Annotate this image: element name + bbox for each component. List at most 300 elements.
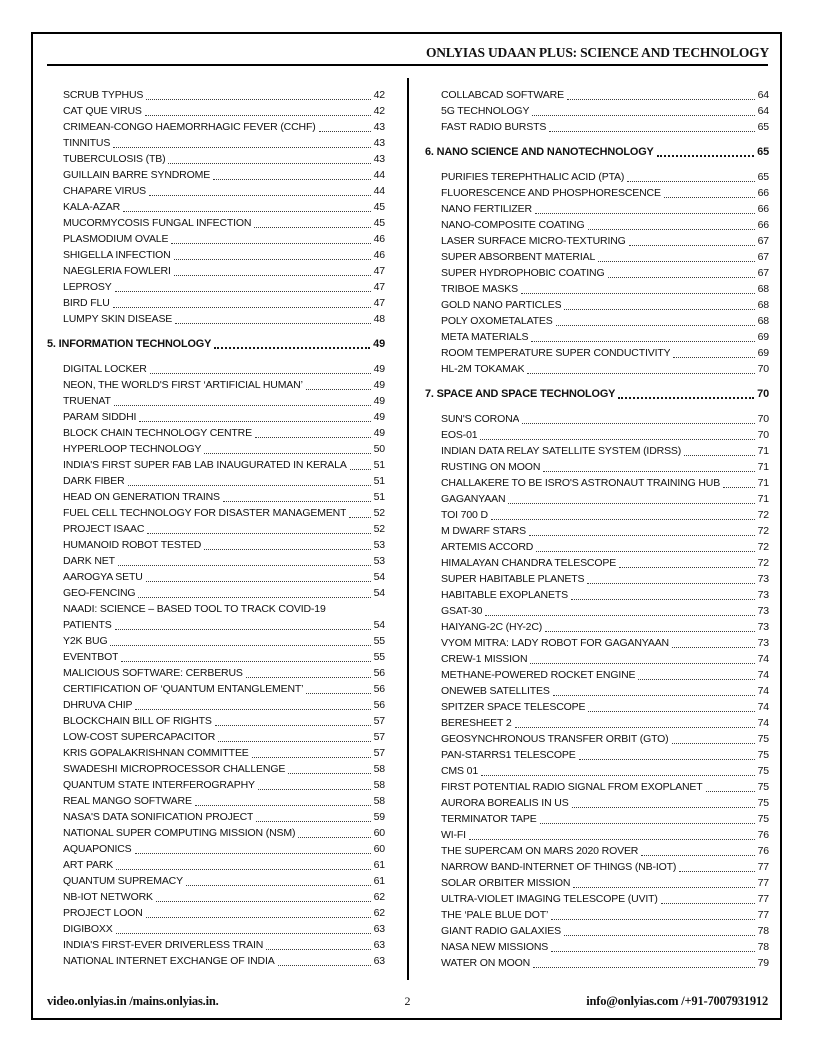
toc-entry — [425, 955, 769, 971]
toc-entry-title: GIANT RADIO GALAXIES — [441, 925, 561, 937]
toc-entry — [47, 505, 385, 521]
toc-entry-title: INDIAN DATA RELAY SATELLITE SYSTEM (IDRSS) — [441, 445, 682, 457]
toc-page-number: 72 — [757, 509, 769, 521]
toc-entry-title: INDIA'S FIRST SUPER FAB LAB INAUGURATED IN KERALA — [63, 459, 347, 471]
toc-entry-title: CAT QUE VIRUS — [63, 105, 142, 117]
toc-entry — [425, 715, 769, 731]
dot-leader — [214, 347, 370, 349]
toc-entry-title: Y2K BUG — [63, 635, 108, 647]
toc-entry — [425, 587, 769, 603]
dot-leader — [530, 663, 754, 664]
header-title: ONLYIAS UDAAN PLUS: SCIENCE AND TECHNOLOGY — [425, 45, 769, 60]
toc-entry-title: CHAPARE VIRUS — [63, 185, 147, 197]
dot-leader — [213, 179, 371, 180]
dot-leader — [598, 261, 754, 262]
dot-leader — [255, 437, 371, 438]
toc-entry-title: FLUORESCENCE AND PHOSPHORESCENCE — [441, 187, 661, 199]
toc-page-number: 64 — [757, 105, 769, 117]
dot-leader — [481, 775, 755, 776]
dot-leader — [288, 773, 370, 774]
toc-page-number: 74 — [757, 701, 769, 713]
toc-entry-title: 5. INFORMATION TECHNOLOGY — [47, 338, 212, 350]
toc-entry — [425, 411, 769, 427]
dot-leader — [118, 565, 371, 566]
header-rule — [47, 64, 768, 66]
toc-entry — [425, 763, 769, 779]
dot-leader — [223, 501, 371, 502]
toc-entry — [47, 151, 385, 167]
toc-entry-title: PROJECT LOON — [63, 907, 143, 919]
toc-entry-title: DHRUVA CHIP — [63, 699, 133, 711]
toc-page-number: 63 — [373, 955, 385, 967]
toc-entry-title: CMS 01 — [441, 765, 479, 777]
toc-entry-title: LASER SURFACE MICRO-TEXTURING — [441, 235, 626, 247]
toc-entry-title: SUPER ABSORBENT MATERIAL — [441, 251, 596, 263]
dot-leader — [664, 197, 755, 198]
toc-entry-title: HUMANOID ROBOT TESTED — [63, 539, 202, 551]
toc-page-number: 71 — [757, 445, 769, 457]
toc-entry — [47, 441, 385, 457]
toc-section-heading — [47, 336, 385, 352]
toc-section-heading — [425, 144, 769, 160]
toc-right-column — [425, 87, 769, 971]
toc-page-number: 51 — [373, 475, 385, 487]
toc-page-number: 54 — [373, 619, 385, 631]
toc-page-number: 49 — [373, 379, 385, 391]
toc-entry-title: PARAM SIDDHI — [63, 411, 137, 423]
toc-entry — [47, 393, 385, 409]
toc-entry-title: PROJECT ISAAC — [63, 523, 145, 535]
toc-entry — [47, 633, 385, 649]
dot-leader — [246, 677, 371, 678]
dot-leader — [572, 807, 755, 808]
toc-page-number: 43 — [373, 137, 385, 149]
toc-entry — [47, 697, 385, 713]
toc-entry — [425, 361, 769, 377]
toc-entry-title: FIRST POTENTIAL RADIO SIGNAL FROM EXOPLANET — [441, 781, 703, 793]
toc-entry-title: HIMALAYAN CHANDRA TELESCOPE — [441, 557, 617, 569]
toc-page-number: 74 — [757, 669, 769, 681]
toc-entry-title: TRUENAT — [63, 395, 111, 407]
toc-page-number: 69 — [757, 331, 769, 343]
dot-leader — [515, 727, 755, 728]
toc-page-number: 75 — [757, 749, 769, 761]
dot-leader — [536, 551, 754, 552]
dot-leader — [579, 759, 755, 760]
dot-leader — [567, 99, 755, 100]
footer-left-links: video.onlyias.in /mains.onlyias.in. — [47, 994, 219, 1008]
toc-entry-title: AURORA BOREALIS IN US — [441, 797, 569, 809]
toc-entry-title: 7. SPACE AND SPACE TECHNOLOGY — [425, 388, 616, 400]
toc-page-number: 76 — [757, 829, 769, 841]
toc-entry — [425, 475, 769, 491]
dot-leader — [627, 181, 754, 182]
dot-leader — [146, 99, 370, 100]
dot-leader — [149, 195, 371, 196]
toc-entry — [47, 569, 385, 585]
dot-leader — [540, 823, 755, 824]
toc-entry — [47, 857, 385, 873]
dot-leader — [532, 115, 754, 116]
dot-leader — [174, 259, 371, 260]
toc-page-number: 63 — [373, 939, 385, 951]
toc-page-number: 49 — [373, 338, 385, 350]
toc-entry — [47, 921, 385, 937]
toc-page-number: 66 — [757, 219, 769, 231]
toc-entry — [425, 907, 769, 923]
toc-entry — [425, 827, 769, 843]
toc-entry — [47, 841, 385, 857]
dot-leader — [128, 485, 371, 486]
toc-page-number: 58 — [373, 779, 385, 791]
dot-leader — [145, 115, 371, 116]
toc-page-number: 71 — [757, 493, 769, 505]
toc-entry-title: WATER ON MOON — [441, 957, 531, 969]
toc-entry-title: DIGITAL LOCKER — [63, 363, 147, 375]
dot-leader — [218, 741, 370, 742]
toc-page-number: 48 — [373, 313, 385, 325]
toc-page-number: 62 — [373, 907, 385, 919]
toc-entry — [47, 295, 385, 311]
dot-leader — [319, 131, 371, 132]
dot-leader — [204, 453, 370, 454]
dot-leader — [564, 935, 755, 936]
toc-page-number: 75 — [757, 765, 769, 777]
toc-page-number: 65 — [757, 146, 769, 158]
dot-leader — [156, 901, 371, 902]
toc-entry-title: NAADI: SCIENCE – BASED TOOL TO TRACK COVID-19 — [63, 603, 326, 615]
toc-entry-title: LUMPY SKIN DISEASE — [63, 313, 173, 325]
toc-page-number: 57 — [373, 715, 385, 727]
toc-entry — [425, 555, 769, 571]
toc-page-number: 52 — [373, 523, 385, 535]
toc-entry-title: CRIMEAN-CONGO HAEMORRHAGIC FEVER (CCHF) — [63, 121, 316, 133]
toc-page-number: 74 — [757, 653, 769, 665]
dot-leader — [278, 965, 371, 966]
toc-entry-title: SUPER HABITABLE PLANETS — [441, 573, 585, 585]
toc-page-number: 73 — [757, 621, 769, 633]
toc-entry — [425, 747, 769, 763]
toc-entry — [47, 247, 385, 263]
toc-page-number: 47 — [373, 281, 385, 293]
toc-page-number: 51 — [373, 459, 385, 471]
toc-entry — [425, 875, 769, 891]
toc-page-number: 58 — [373, 795, 385, 807]
dot-leader — [543, 471, 754, 472]
toc-entry-title: DARK FIBER — [63, 475, 125, 487]
toc-entry-title: TUBERCULOSIS (TB) — [63, 153, 166, 165]
dot-leader — [150, 373, 371, 374]
toc-entry-title: CHALLAKERE TO BE ISRO'S ASTRONAUT TRAINING HUB — [441, 477, 721, 489]
toc-entry-title: SPITZER SPACE TELESCOPE — [441, 701, 586, 713]
toc-entry — [425, 87, 769, 103]
toc-entry-title: PAN-STARRS1 TELESCOPE — [441, 749, 576, 761]
toc-entry-title: HABITABLE EXOPLANETS — [441, 589, 568, 601]
dot-leader — [306, 389, 371, 390]
toc-entry-title: GSAT-30 — [441, 605, 483, 617]
dot-leader — [657, 155, 755, 157]
toc-page-number: 44 — [373, 185, 385, 197]
dot-leader — [556, 325, 755, 326]
dot-leader — [256, 821, 370, 822]
toc-page-number: 73 — [757, 573, 769, 585]
toc-entry-title: CREW-1 MISSION — [441, 653, 528, 665]
toc-entry-title: HYPERLOOP TECHNOLOGY — [63, 443, 202, 455]
dot-leader — [638, 679, 754, 680]
toc-section-heading — [425, 386, 769, 402]
toc-page-number: 52 — [373, 507, 385, 519]
toc-page-number: 49 — [373, 411, 385, 423]
dot-leader — [529, 535, 755, 536]
dot-leader — [252, 757, 371, 758]
dot-leader — [171, 243, 370, 244]
toc-page-number: 70 — [757, 363, 769, 375]
toc-entry — [425, 891, 769, 907]
toc-entry — [47, 825, 385, 841]
dot-leader — [535, 213, 755, 214]
toc-entry — [47, 135, 385, 151]
toc-entry — [425, 795, 769, 811]
column-divider — [407, 78, 409, 980]
toc-entry — [47, 87, 385, 103]
toc-page-number: 49 — [373, 363, 385, 375]
toc-entry-title: SHIGELLA INFECTION — [63, 249, 171, 261]
dot-leader — [113, 147, 370, 148]
toc-entry-title: RUSTING ON MOON — [441, 461, 541, 473]
toc-entry-title: BERESHEET 2 — [441, 717, 512, 729]
toc-entry — [47, 473, 385, 489]
toc-page-number: 50 — [373, 443, 385, 455]
dot-leader — [469, 839, 755, 840]
toc-entry — [425, 523, 769, 539]
toc-entry-title: ART PARK — [63, 859, 114, 871]
dot-leader — [588, 711, 754, 712]
toc-page-number: 46 — [373, 233, 385, 245]
dot-leader — [254, 227, 370, 228]
toc-entry — [47, 713, 385, 729]
toc-entry-title: SCRUB TYPHUS — [63, 89, 144, 101]
toc-page-number: 78 — [757, 925, 769, 937]
dot-leader — [641, 855, 754, 856]
toc-page-number: 53 — [373, 539, 385, 551]
toc-entry-title: DIGIBOXX — [63, 923, 113, 935]
toc-entry — [425, 603, 769, 619]
dot-leader — [553, 695, 755, 696]
toc-page-number: 72 — [757, 541, 769, 553]
dot-leader — [573, 887, 754, 888]
dot-leader — [174, 275, 371, 276]
toc-entry — [425, 507, 769, 523]
dot-leader — [116, 933, 371, 934]
dot-leader — [135, 853, 371, 854]
toc-entry-title: GOLD NANO PARTICLES — [441, 299, 562, 311]
toc-entry-title: QUANTUM SUPREMACY — [63, 875, 183, 887]
toc-entry-title: INDIA'S FIRST-EVER DRIVERLESS TRAIN — [63, 939, 264, 951]
toc-entry — [425, 297, 769, 313]
toc-entry — [425, 427, 769, 443]
toc-entry-title: ONEWEB SATELLITES — [441, 685, 550, 697]
toc-page-number: 56 — [373, 683, 385, 695]
dot-leader — [545, 631, 754, 632]
toc-page-number: 54 — [373, 571, 385, 583]
toc-entry-title: NATIONAL INTERNET EXCHANGE OF INDIA — [63, 955, 275, 967]
toc-page-number: 75 — [757, 813, 769, 825]
dot-leader — [587, 583, 754, 584]
toc-entry-title: LOW-COST SUPERCAPACITOR — [63, 731, 216, 743]
toc-page-number: 56 — [373, 699, 385, 711]
toc-entry-title: ROOM TEMPERATURE SUPER CONDUCTIVITY — [441, 347, 671, 359]
toc-entry-title: EOS-01 — [441, 429, 478, 441]
toc-entry-title: FAST RADIO BURSTS — [441, 121, 547, 133]
toc-entry-title: BIRD FLU — [63, 297, 110, 309]
dot-leader — [306, 693, 370, 694]
dot-leader — [551, 951, 754, 952]
dot-leader — [116, 869, 370, 870]
dot-leader — [138, 597, 370, 598]
toc-entry — [47, 617, 385, 633]
toc-page-number: 67 — [757, 251, 769, 263]
dot-leader — [115, 629, 371, 630]
toc-page-number: 61 — [373, 859, 385, 871]
toc-entry-title: THE ‘PALE BLUE DOT’ — [441, 909, 549, 921]
toc-entry-title: NB-IOT NETWORK — [63, 891, 153, 903]
toc-entry — [47, 601, 385, 617]
toc-page-number: 56 — [373, 667, 385, 679]
toc-entry-title: TRIBOE MASKS — [441, 283, 518, 295]
toc-entry-title: BLOCK CHAIN TECHNOLOGY CENTRE — [63, 427, 252, 439]
dot-leader — [168, 163, 370, 164]
toc-page-number: 44 — [373, 169, 385, 181]
toc-page-number: 61 — [373, 875, 385, 887]
toc-page-number: 70 — [757, 429, 769, 441]
toc-entry-title: KALA-AZAR — [63, 201, 120, 213]
dot-leader — [298, 837, 370, 838]
toc-page-number: 45 — [373, 217, 385, 229]
dot-leader — [706, 791, 755, 792]
toc-entry — [47, 665, 385, 681]
toc-entry-title: KRIS GOPALAKRISHNAN COMMITTEE — [63, 747, 249, 759]
toc-entry-title: M DWARF STARS — [441, 525, 526, 537]
toc-entry-title: TINNITUS — [63, 137, 111, 149]
toc-entry — [425, 651, 769, 667]
toc-page-number: 78 — [757, 941, 769, 953]
dot-leader — [258, 789, 371, 790]
toc-page-number: 62 — [373, 891, 385, 903]
dot-leader — [661, 903, 755, 904]
toc-entry — [425, 459, 769, 475]
dot-leader — [114, 405, 371, 406]
dot-leader — [110, 645, 370, 646]
toc-entry — [47, 649, 385, 665]
toc-page-number: 73 — [757, 637, 769, 649]
toc-entry-title: TOI 700 D — [441, 509, 488, 521]
toc-entry-title: TERMINATOR TAPE — [441, 813, 537, 825]
toc-page-number: 60 — [373, 843, 385, 855]
dot-leader — [146, 917, 371, 918]
dot-leader — [684, 455, 754, 456]
toc-page-number: 77 — [757, 861, 769, 873]
toc-entry — [425, 635, 769, 651]
dot-leader — [186, 885, 371, 886]
dot-leader — [619, 567, 755, 568]
toc-entry — [425, 185, 769, 201]
dot-leader — [551, 919, 754, 920]
toc-entry — [47, 199, 385, 215]
toc-entry-title: GAGANYAAN — [441, 493, 506, 505]
dot-leader — [679, 871, 754, 872]
toc-entry-title: MUCORMYCOSIS FUNGAL INFECTION — [63, 217, 252, 229]
toc-entry — [47, 809, 385, 825]
toc-entry-title: QUANTUM STATE INTERFEROGRAPHY — [63, 779, 255, 791]
toc-entry-title: 5G TECHNOLOGY — [441, 105, 530, 117]
dot-leader — [480, 439, 754, 440]
toc-entry-title: GEO-FENCING — [63, 587, 136, 599]
toc-entry — [47, 745, 385, 761]
footer-right-contact: info@onlyias.com /+91-7007931912 — [586, 994, 768, 1008]
toc-entry — [425, 667, 769, 683]
toc-entry — [47, 279, 385, 295]
toc-page-number: 64 — [757, 89, 769, 101]
toc-page-number: 73 — [757, 605, 769, 617]
dot-leader — [533, 967, 755, 968]
toc-entry — [425, 281, 769, 297]
toc-page-number: 66 — [757, 187, 769, 199]
toc-entry-title: SUN'S CORONA — [441, 413, 520, 425]
toc-page-number: 57 — [373, 747, 385, 759]
toc-page-number: 53 — [373, 555, 385, 567]
toc-entry — [425, 169, 769, 185]
toc-page-number: 65 — [757, 121, 769, 133]
toc-page-number: 58 — [373, 763, 385, 775]
dot-leader — [204, 549, 370, 550]
toc-entry — [425, 571, 769, 587]
toc-entry-title: PURIFIES TEREPHTHALIC ACID (PTA) — [441, 171, 625, 183]
toc-entry — [425, 329, 769, 345]
toc-entry — [47, 457, 385, 473]
toc-entry-title: NARROW BAND-INTERNET OF THINGS (NB-IOT) — [441, 861, 677, 873]
toc-entry — [47, 167, 385, 183]
dot-leader — [266, 949, 370, 950]
toc-entry-title: COLLABCAD SOFTWARE — [441, 89, 564, 101]
dot-leader — [349, 517, 370, 518]
dot-leader — [175, 323, 370, 324]
dot-leader — [672, 647, 755, 648]
toc-entry — [425, 939, 769, 955]
toc-entry-title: REAL MANGO SOFTWARE — [63, 795, 192, 807]
toc-page-number: 54 — [373, 587, 385, 599]
dot-leader — [195, 805, 371, 806]
toc-entry-title: HAIYANG-2C (HY-2C) — [441, 621, 543, 633]
dot-leader — [508, 503, 754, 504]
dot-leader — [521, 293, 755, 294]
toc-entry-title: PLASMODIUM OVALE — [63, 233, 169, 245]
toc-entry-title: NATIONAL SUPER COMPUTING MISSION (NSM) — [63, 827, 296, 839]
toc-page-number: 69 — [757, 347, 769, 359]
toc-entry-title: HL-2M TOKAMAK — [441, 363, 525, 375]
toc-entry-title: GEOSYNCHRONOUS TRANSFER ORBIT (GTO) — [441, 733, 669, 745]
toc-page-number: 42 — [373, 89, 385, 101]
toc-page-number: 71 — [757, 477, 769, 489]
toc-entry — [425, 779, 769, 795]
toc-entry — [425, 345, 769, 361]
toc-page-number: 66 — [757, 203, 769, 215]
toc-entry — [425, 731, 769, 747]
toc-entry — [425, 699, 769, 715]
toc-page-number: 74 — [757, 717, 769, 729]
toc-page-number: 75 — [757, 781, 769, 793]
toc-entry-title: SUPER HYDROPHOBIC COATING — [441, 267, 605, 279]
toc-entry-title: NEON, THE WORLD'S FIRST ‘ARTIFICIAL HUMAN’ — [63, 379, 303, 391]
